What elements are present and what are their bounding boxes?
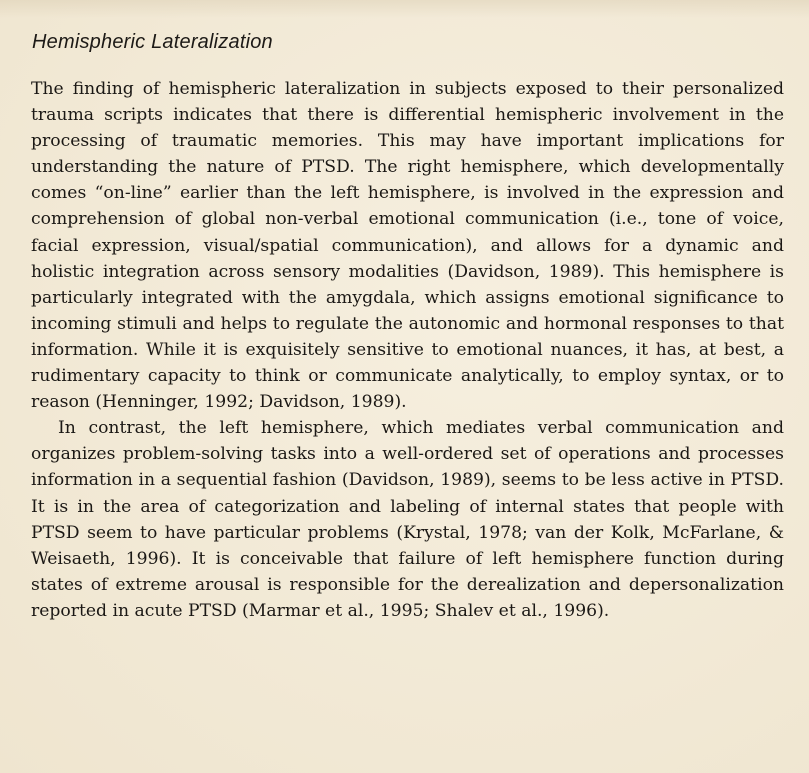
section-heading: Hemispheric Lateralization <box>32 31 273 53</box>
previous-text-bleed <box>36 0 796 14</box>
paragraph-2: In contrast, the left hemisphere, which mediates verbal communication and organizes problem-solving tasks into a well-ordered set of operations and processes information in a sequential fashion (Davidson, 1989), seems to be less active in PTSD. It is in the area of categorization and labeling of internal states that people with PTSD seem to have particular problems (Krystal, 1978; van der Kolk, McFarlane, & Weisaeth, 1996). It is conceivable that failure of left hemisphere function during states of extreme arousal is responsible for the derealization and depersonalization reported in acute PTSD (Marmar et al., 1995; Shalev et al., 1996). <box>31 418 784 621</box>
paragraph-1: The finding of hemispheric lateralization in subjects exposed to their personalized trauma scripts indicates that there is differential hemispheric involvement in the processing of traumatic memories. This may have important implications for understanding the nature of PTSD. The right hemisphere, which developmentally comes “on-line” earlier than the left hemisphere, is involved in the expression and comprehension of global non-verbal emotional communication (i.e., tone of voice, facial expression, visual/spatial communication), and allows for a dynamic and holistic integration across sensory modalities (Davidson, 1989). This hemisphere is particularly integrated with the amygdala, which assigns emotional significance to incoming stimuli and helps to regulate the autonomic and hormonal responses to that information. While it is exquisitely sensitive to emotional nuances, it has, at best, a rudimentary capacity to think or communicate analytically, to employ syntax, or to reason (Henninger, 1992; Davidson, 1989). <box>31 79 784 413</box>
section-body <box>31 76 784 624</box>
